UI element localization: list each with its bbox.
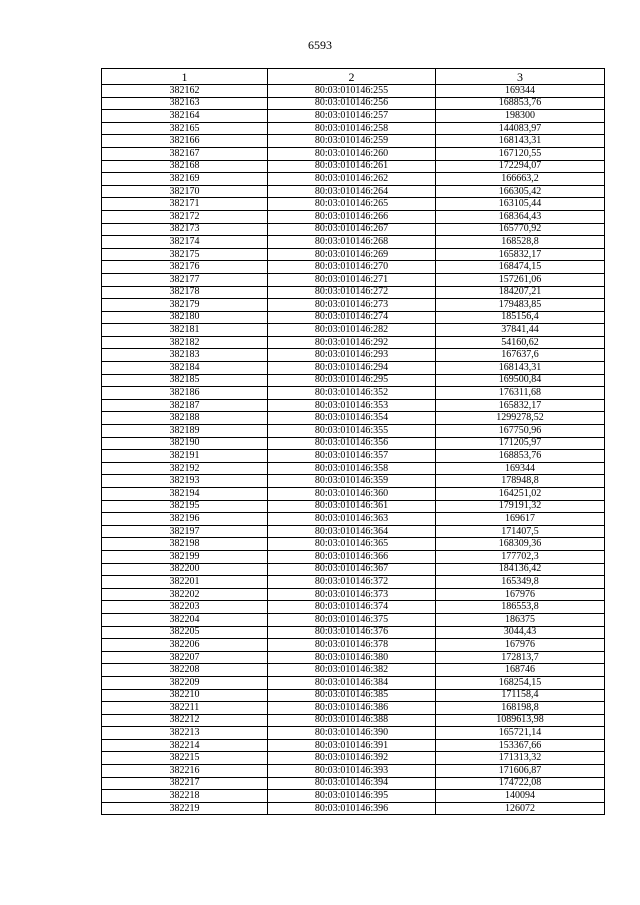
- cadastral-number-cell: 80:03:010146:390: [268, 727, 436, 740]
- row-number-cell: 382201: [102, 576, 268, 589]
- cadastral-number-cell: 80:03:010146:293: [268, 349, 436, 362]
- cadastral-number-cell: 80:03:010146:391: [268, 739, 436, 752]
- cadastral-number-cell: 80:03:010146:380: [268, 651, 436, 664]
- table-row: [102, 299, 605, 312]
- cadastral-number-cell: 80:03:010146:259: [268, 135, 436, 148]
- row-number-cell: 382175: [102, 248, 268, 261]
- value-cell: 3044,43: [436, 626, 605, 639]
- row-number-cell: 382186: [102, 387, 268, 400]
- table-row: [102, 689, 605, 702]
- table-row: [102, 513, 605, 526]
- value-cell: 184207,21: [436, 286, 605, 299]
- row-number-cell: 382172: [102, 210, 268, 223]
- row-number-cell: 382171: [102, 198, 268, 211]
- value-cell: 163105,44: [436, 198, 605, 211]
- cadastral-number-cell: 80:03:010146:365: [268, 538, 436, 551]
- value-cell: 198300: [436, 110, 605, 123]
- cadastral-number-cell: 80:03:010146:269: [268, 248, 436, 261]
- cadastral-number-cell: 80:03:010146:274: [268, 311, 436, 324]
- value-cell: 168309,36: [436, 538, 605, 551]
- table-body: [102, 85, 605, 815]
- row-number-cell: 382174: [102, 236, 268, 249]
- value-cell: 186375: [436, 613, 605, 626]
- cadastral-number-cell: 80:03:010146:271: [268, 273, 436, 286]
- value-cell: 171158,4: [436, 689, 605, 702]
- value-cell: 171606,87: [436, 765, 605, 778]
- table-row: [102, 626, 605, 639]
- value-cell: 169344: [436, 462, 605, 475]
- cadastral-number-cell: 80:03:010146:372: [268, 576, 436, 589]
- table-row: [102, 777, 605, 790]
- table-row: [102, 714, 605, 727]
- cadastral-number-cell: 80:03:010146:355: [268, 425, 436, 438]
- data-table: [101, 68, 605, 815]
- value-cell: 165832,17: [436, 248, 605, 261]
- cadastral-number-cell: 80:03:010146:392: [268, 752, 436, 765]
- value-cell: 169500,84: [436, 374, 605, 387]
- value-cell: 1299278,52: [436, 412, 605, 425]
- value-cell: 177702,3: [436, 550, 605, 563]
- cadastral-number-cell: 80:03:010146:395: [268, 790, 436, 803]
- value-cell: 179483,85: [436, 299, 605, 312]
- column-header-3: 3: [436, 69, 605, 85]
- header-row: [102, 69, 605, 85]
- row-number-cell: 382214: [102, 739, 268, 752]
- value-cell: 172294,07: [436, 160, 605, 173]
- table-row: [102, 639, 605, 652]
- row-number-cell: 382179: [102, 299, 268, 312]
- table-row: [102, 122, 605, 135]
- row-number-cell: 382215: [102, 752, 268, 765]
- row-number-cell: 382193: [102, 475, 268, 488]
- value-cell: 171407,5: [436, 525, 605, 538]
- row-number-cell: 382181: [102, 324, 268, 337]
- table-row: [102, 765, 605, 778]
- row-number-cell: 382173: [102, 223, 268, 236]
- table-row: [102, 210, 605, 223]
- cadastral-number-cell: 80:03:010146:385: [268, 689, 436, 702]
- cadastral-number-cell: 80:03:010146:292: [268, 336, 436, 349]
- cadastral-number-cell: 80:03:010146:273: [268, 299, 436, 312]
- table-row: [102, 563, 605, 576]
- table-row: [102, 97, 605, 110]
- table-row: [102, 223, 605, 236]
- value-cell: 168364,43: [436, 210, 605, 223]
- table-row: [102, 500, 605, 513]
- cadastral-number-cell: 80:03:010146:255: [268, 85, 436, 98]
- row-number-cell: 382168: [102, 160, 268, 173]
- cadastral-number-cell: 80:03:010146:382: [268, 664, 436, 677]
- row-number-cell: 382202: [102, 588, 268, 601]
- cadastral-number-cell: 80:03:010146:366: [268, 550, 436, 563]
- value-cell: 171313,32: [436, 752, 605, 765]
- table-header: [102, 69, 605, 85]
- value-cell: 168254,15: [436, 676, 605, 689]
- row-number-cell: 382176: [102, 261, 268, 274]
- cadastral-number-cell: 80:03:010146:258: [268, 122, 436, 135]
- value-cell: 1089613,98: [436, 714, 605, 727]
- table-row: [102, 412, 605, 425]
- row-number-cell: 382200: [102, 563, 268, 576]
- table-row: [102, 450, 605, 463]
- value-cell: 168143,31: [436, 362, 605, 375]
- table-row: [102, 387, 605, 400]
- cadastral-number-cell: 80:03:010146:256: [268, 97, 436, 110]
- row-number-cell: 382165: [102, 122, 268, 135]
- value-cell: 37841,44: [436, 324, 605, 337]
- table-row: [102, 286, 605, 299]
- value-cell: 126072: [436, 802, 605, 815]
- cadastral-number-cell: 80:03:010146:373: [268, 588, 436, 601]
- cadastral-number-cell: 80:03:010146:268: [268, 236, 436, 249]
- table-row: [102, 399, 605, 412]
- row-number-cell: 382182: [102, 336, 268, 349]
- value-cell: 167976: [436, 639, 605, 652]
- table-row: [102, 802, 605, 815]
- row-number-cell: 382190: [102, 437, 268, 450]
- row-number-cell: 382219: [102, 802, 268, 815]
- row-number-cell: 382211: [102, 702, 268, 715]
- column-header-1: 1: [102, 69, 268, 85]
- cadastral-number-cell: 80:03:010146:359: [268, 475, 436, 488]
- row-number-cell: 382166: [102, 135, 268, 148]
- value-cell: 140094: [436, 790, 605, 803]
- table-row: [102, 85, 605, 98]
- value-cell: 176311,68: [436, 387, 605, 400]
- cadastral-number-cell: 80:03:010146:264: [268, 185, 436, 198]
- table-row: [102, 538, 605, 551]
- cadastral-number-cell: 80:03:010146:262: [268, 173, 436, 186]
- row-number-cell: 382217: [102, 777, 268, 790]
- value-cell: 167637,6: [436, 349, 605, 362]
- value-cell: 168853,76: [436, 97, 605, 110]
- value-cell: 166305,42: [436, 185, 605, 198]
- cadastral-number-cell: 80:03:010146:357: [268, 450, 436, 463]
- value-cell: 164251,02: [436, 488, 605, 501]
- column-header-2: 2: [268, 69, 436, 85]
- row-number-cell: 382192: [102, 462, 268, 475]
- value-cell: 168746: [436, 664, 605, 677]
- row-number-cell: 382196: [102, 513, 268, 526]
- table-row: [102, 198, 605, 211]
- cadastral-number-cell: 80:03:010146:358: [268, 462, 436, 475]
- table-row: [102, 311, 605, 324]
- row-number-cell: 382203: [102, 601, 268, 614]
- value-cell: 166663,2: [436, 173, 605, 186]
- row-number-cell: 382218: [102, 790, 268, 803]
- page-number: 6593: [308, 38, 332, 52]
- value-cell: 54160,62: [436, 336, 605, 349]
- value-cell: 167976: [436, 588, 605, 601]
- row-number-cell: 382169: [102, 173, 268, 186]
- row-number-cell: 382191: [102, 450, 268, 463]
- cadastral-number-cell: 80:03:010146:384: [268, 676, 436, 689]
- table-row: [102, 462, 605, 475]
- table-row: [102, 336, 605, 349]
- value-cell: 172813,7: [436, 651, 605, 664]
- row-number-cell: 382184: [102, 362, 268, 375]
- cadastral-number-cell: 80:03:010146:282: [268, 324, 436, 337]
- cadastral-number-cell: 80:03:010146:393: [268, 765, 436, 778]
- table-row: [102, 324, 605, 337]
- table-row: [102, 236, 605, 249]
- value-cell: 153367,66: [436, 739, 605, 752]
- value-cell: 179191,32: [436, 500, 605, 513]
- cadastral-number-cell: 80:03:010146:364: [268, 525, 436, 538]
- row-number-cell: 382212: [102, 714, 268, 727]
- value-cell: 165721,14: [436, 727, 605, 740]
- value-cell: 165770,92: [436, 223, 605, 236]
- cadastral-number-cell: 80:03:010146:295: [268, 374, 436, 387]
- value-cell: 169344: [436, 85, 605, 98]
- cadastral-number-cell: 80:03:010146:270: [268, 261, 436, 274]
- cadastral-number-cell: 80:03:010146:265: [268, 198, 436, 211]
- table-row: [102, 576, 605, 589]
- cadastral-number-cell: 80:03:010146:294: [268, 362, 436, 375]
- table-row: [102, 173, 605, 186]
- row-number-cell: 382163: [102, 97, 268, 110]
- row-number-cell: 382199: [102, 550, 268, 563]
- table-row: [102, 135, 605, 148]
- cadastral-number-cell: 80:03:010146:367: [268, 563, 436, 576]
- cadastral-number-cell: 80:03:010146:360: [268, 488, 436, 501]
- value-cell: 168853,76: [436, 450, 605, 463]
- cadastral-number-cell: 80:03:010146:352: [268, 387, 436, 400]
- cadastral-number-cell: 80:03:010146:356: [268, 437, 436, 450]
- row-number-cell: 382209: [102, 676, 268, 689]
- row-number-cell: 382206: [102, 639, 268, 652]
- table-row: [102, 588, 605, 601]
- value-cell: 174722,08: [436, 777, 605, 790]
- cadastral-number-cell: 80:03:010146:361: [268, 500, 436, 513]
- row-number-cell: 382180: [102, 311, 268, 324]
- cadastral-number-cell: 80:03:010146:260: [268, 147, 436, 160]
- table-row: [102, 550, 605, 563]
- row-number-cell: 382170: [102, 185, 268, 198]
- table-row: [102, 362, 605, 375]
- value-cell: 184136,42: [436, 563, 605, 576]
- row-number-cell: 382188: [102, 412, 268, 425]
- row-number-cell: 382207: [102, 651, 268, 664]
- table-row: [102, 676, 605, 689]
- row-number-cell: 382194: [102, 488, 268, 501]
- cadastral-number-cell: 80:03:010146:261: [268, 160, 436, 173]
- row-number-cell: 382205: [102, 626, 268, 639]
- row-number-cell: 382213: [102, 727, 268, 740]
- value-cell: 167120,55: [436, 147, 605, 160]
- row-number-cell: 382195: [102, 500, 268, 513]
- row-number-cell: 382197: [102, 525, 268, 538]
- row-number-cell: 382216: [102, 765, 268, 778]
- row-number-cell: 382204: [102, 613, 268, 626]
- cadastral-number-cell: 80:03:010146:267: [268, 223, 436, 236]
- table-row: [102, 273, 605, 286]
- table-row: [102, 425, 605, 438]
- table-row: [102, 752, 605, 765]
- cadastral-number-cell: 80:03:010146:374: [268, 601, 436, 614]
- value-cell: 186553,8: [436, 601, 605, 614]
- table-row: [102, 664, 605, 677]
- row-number-cell: 382208: [102, 664, 268, 677]
- table-row: [102, 739, 605, 752]
- row-number-cell: 382164: [102, 110, 268, 123]
- value-cell: 168474,15: [436, 261, 605, 274]
- cadastral-number-cell: 80:03:010146:376: [268, 626, 436, 639]
- row-number-cell: 382167: [102, 147, 268, 160]
- value-cell: 168143,31: [436, 135, 605, 148]
- row-number-cell: 382210: [102, 689, 268, 702]
- row-number-cell: 382183: [102, 349, 268, 362]
- row-number-cell: 382189: [102, 425, 268, 438]
- table-row: [102, 475, 605, 488]
- cadastral-number-cell: 80:03:010146:363: [268, 513, 436, 526]
- table-row: [102, 651, 605, 664]
- value-cell: 168198,8: [436, 702, 605, 715]
- table-row: [102, 601, 605, 614]
- table-row: [102, 488, 605, 501]
- table-row: [102, 702, 605, 715]
- row-number-cell: 382162: [102, 85, 268, 98]
- row-number-cell: 382177: [102, 273, 268, 286]
- row-number-cell: 382198: [102, 538, 268, 551]
- table-row: [102, 525, 605, 538]
- table-row: [102, 261, 605, 274]
- table-row: [102, 374, 605, 387]
- cadastral-number-cell: 80:03:010146:394: [268, 777, 436, 790]
- value-cell: 165832,17: [436, 399, 605, 412]
- table-row: [102, 248, 605, 261]
- cadastral-number-cell: 80:03:010146:353: [268, 399, 436, 412]
- table-row: [102, 160, 605, 173]
- cadastral-number-cell: 80:03:010146:386: [268, 702, 436, 715]
- row-number-cell: 382187: [102, 399, 268, 412]
- value-cell: 165349,8: [436, 576, 605, 589]
- cadastral-number-cell: 80:03:010146:396: [268, 802, 436, 815]
- table-row: [102, 613, 605, 626]
- row-number-cell: 382178: [102, 286, 268, 299]
- table-row: [102, 147, 605, 160]
- table-row: [102, 185, 605, 198]
- table-row: [102, 727, 605, 740]
- table-row: [102, 110, 605, 123]
- cadastral-number-cell: 80:03:010146:257: [268, 110, 436, 123]
- value-cell: 185156,4: [436, 311, 605, 324]
- value-cell: 144083,97: [436, 122, 605, 135]
- value-cell: 171205,97: [436, 437, 605, 450]
- value-cell: 167750,96: [436, 425, 605, 438]
- value-cell: 169617: [436, 513, 605, 526]
- value-cell: 157261,06: [436, 273, 605, 286]
- cadastral-number-cell: 80:03:010146:272: [268, 286, 436, 299]
- cadastral-number-cell: 80:03:010146:375: [268, 613, 436, 626]
- value-cell: 168528,8: [436, 236, 605, 249]
- cadastral-number-cell: 80:03:010146:266: [268, 210, 436, 223]
- table-row: [102, 349, 605, 362]
- cadastral-number-cell: 80:03:010146:354: [268, 412, 436, 425]
- row-number-cell: 382185: [102, 374, 268, 387]
- table-row: [102, 790, 605, 803]
- table-row: [102, 437, 605, 450]
- cadastral-number-cell: 80:03:010146:388: [268, 714, 436, 727]
- cadastral-number-cell: 80:03:010146:378: [268, 639, 436, 652]
- value-cell: 178948,8: [436, 475, 605, 488]
